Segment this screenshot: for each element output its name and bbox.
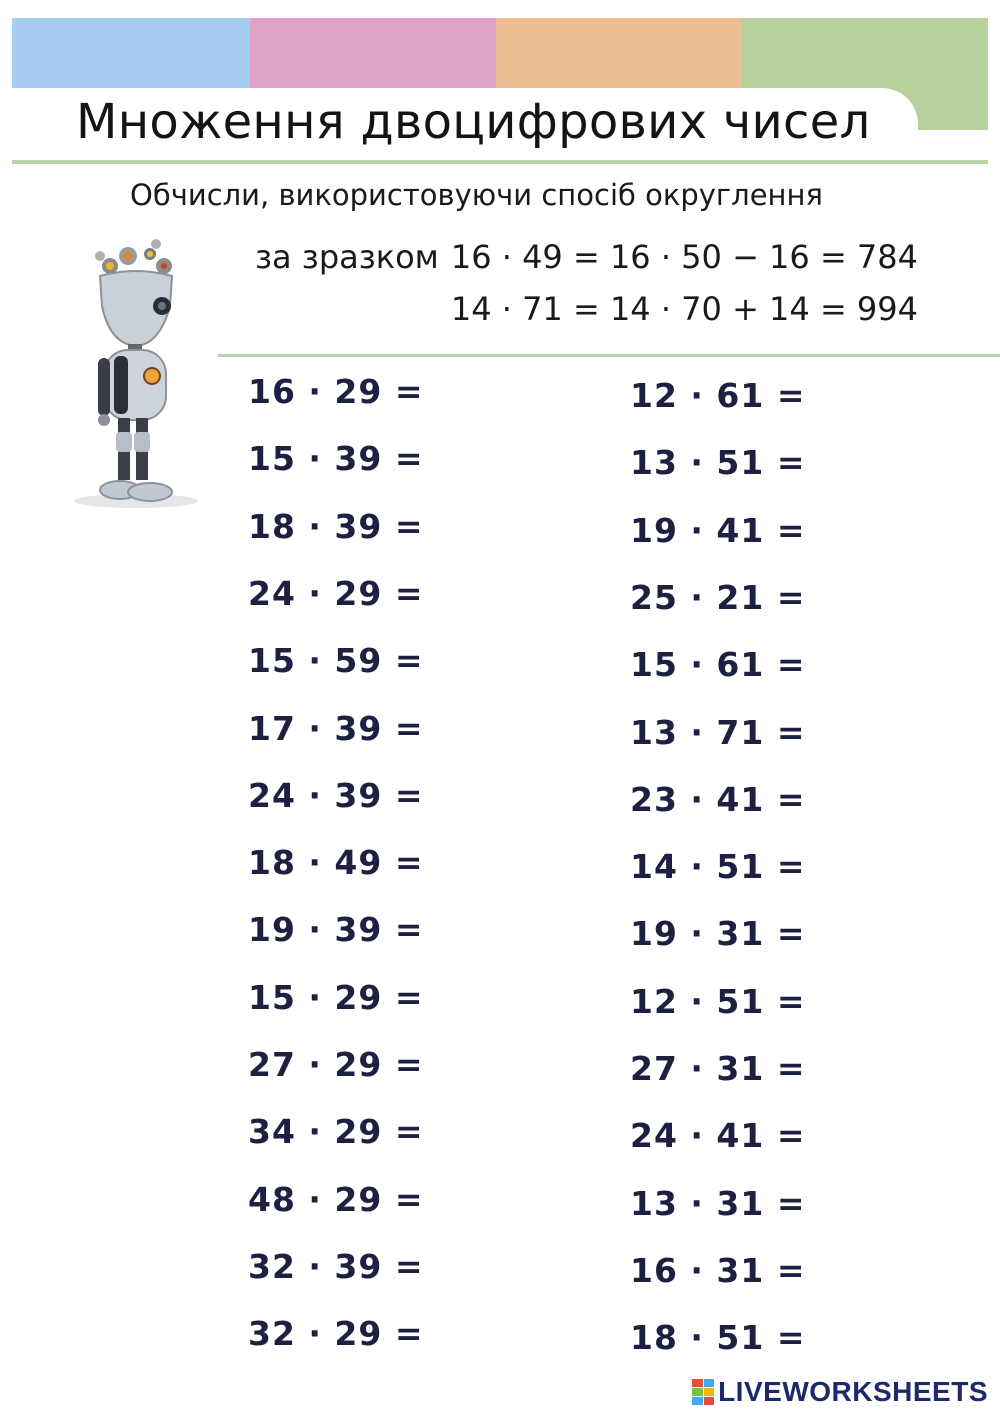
header-color-bar-pink xyxy=(250,18,496,88)
problem-right-8: 14 · 51 = xyxy=(630,847,806,887)
robot-icon xyxy=(70,236,202,512)
problem-left-10: 15 · 29 = xyxy=(248,977,424,1017)
problem-left-15: 32 · 29 = xyxy=(248,1314,424,1354)
title-divider xyxy=(12,160,988,164)
problem-right-11: 27 · 31 = xyxy=(630,1049,806,1088)
problem-left-1: 16 · 29 = xyxy=(248,372,424,411)
problem-right-6: 13 · 71 = xyxy=(630,712,806,752)
header-color-bar-orange xyxy=(496,18,742,88)
problem-left-13: 48 · 29 = xyxy=(248,1179,424,1219)
problem-right-10: 12 · 51 = xyxy=(630,981,806,1021)
problem-left-5: 15 · 59 = xyxy=(248,641,424,681)
problem-left-11: 27 · 29 = xyxy=(248,1045,424,1084)
problem-left-6: 17 · 39 = xyxy=(248,708,424,748)
header-color-bar-blue xyxy=(12,18,250,88)
problem-left-3: 18 · 39 = xyxy=(248,506,424,546)
problem-left-4: 24 · 29 = xyxy=(248,573,424,613)
problem-right-5: 15 · 61 = xyxy=(630,645,806,685)
problem-right-14: 16 · 31 = xyxy=(630,1250,806,1290)
watermark-text: LIVEWORKSHEETS xyxy=(718,1376,988,1407)
problem-right-15: 18 · 51 = xyxy=(630,1318,806,1358)
example-divider xyxy=(218,354,1000,357)
problem-left-8: 18 · 49 = xyxy=(248,843,424,883)
problem-right-12: 24 · 41 = xyxy=(630,1116,806,1156)
problem-right-1: 12 · 61 = xyxy=(630,376,806,415)
instruction-text: Обчисли, використовуючи спосіб округлення xyxy=(130,178,823,212)
problem-left-12: 34 · 29 = xyxy=(248,1112,424,1152)
watermark xyxy=(692,1375,988,1409)
problem-left-9: 19 · 39 = xyxy=(248,910,424,950)
problem-right-13: 13 · 31 = xyxy=(630,1183,806,1223)
problem-left-7: 24 · 39 = xyxy=(248,775,424,815)
problem-right-9: 19 · 31 = xyxy=(630,914,806,954)
liveworksheets-logo-icon xyxy=(692,1379,714,1405)
problem-right-3: 19 · 41 = xyxy=(630,510,806,550)
example-label: за зразком xyxy=(255,238,439,276)
problem-right-2: 13 · 51 = xyxy=(630,443,806,483)
problem-left-2: 15 · 39 = xyxy=(248,439,424,479)
example-line-1: 16 · 49 = 16 · 50 − 16 = 784 xyxy=(450,238,918,276)
problem-left-14: 32 · 39 = xyxy=(248,1246,424,1286)
page-title: Множення двоцифрових чисел xyxy=(76,94,871,150)
example-line-2: 14 · 71 = 14 · 70 + 14 = 994 xyxy=(450,290,918,328)
problem-right-4: 25 · 21 = xyxy=(630,577,806,617)
problem-right-7: 23 · 41 = xyxy=(630,779,806,819)
